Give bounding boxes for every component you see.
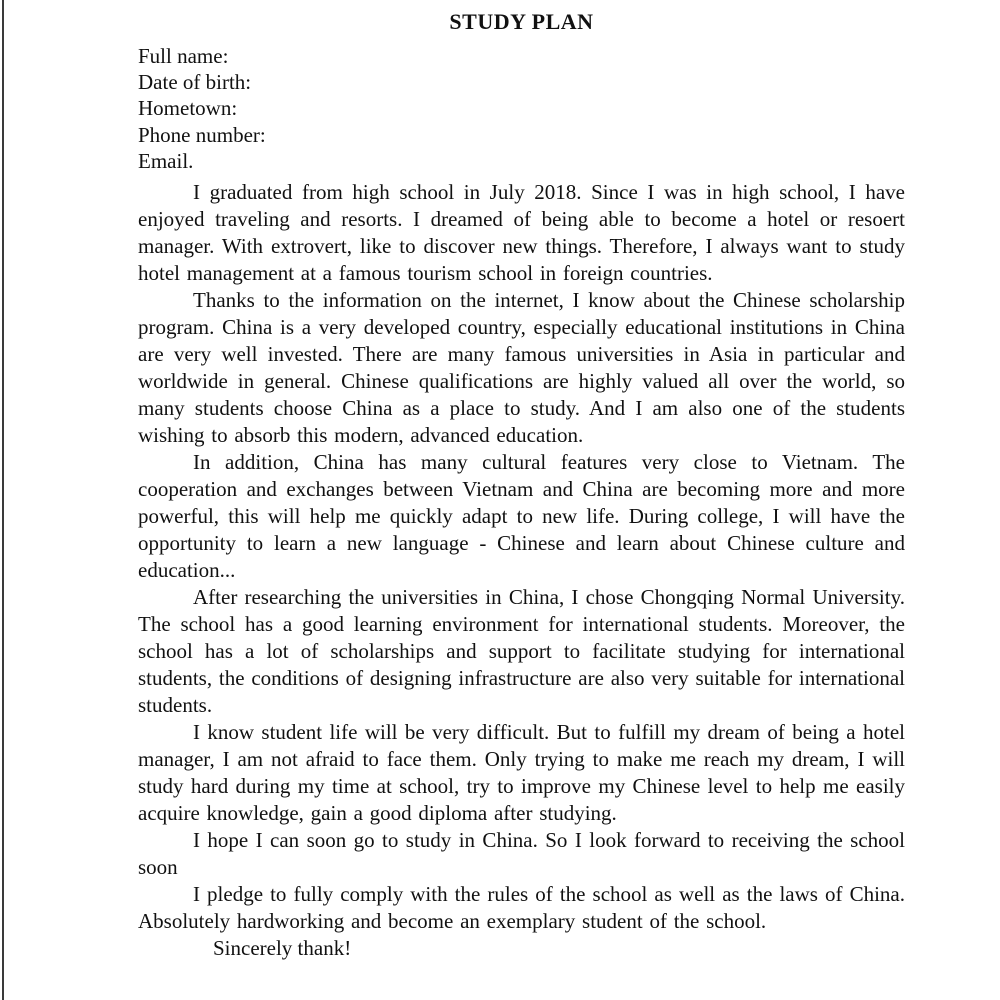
paragraph-hope: I hope I can soon go to study in China. So I look forward to receiving the school soon <box>138 828 905 880</box>
paragraph-cultural-ties: In addition, China has many cultural features very close to Vietnam. The cooperation and exchanges between Vietnam and China are becoming more and more powerful, this will help me quickly adapt to new life. During college, I will have the opportunity to learn a new language - Chinese and learn about Chinese culture and education... <box>138 450 905 583</box>
field-phone-number: Phone number: <box>138 122 266 147</box>
document-title: STUDY PLAN <box>449 9 594 34</box>
field-date-of-birth: Date of birth: <box>138 70 252 95</box>
paragraph-university-choice: After researching the universities in China, I chose Chongqing Normal University. The school has a good learning environment for international students. Moreover, the school has a lot of scholarships and support to facilitate studying for international students, the conditions of designing infrastructure are also very suitable for international students. <box>138 585 905 718</box>
paragraph-background: I graduated from high school in July 2018. Since I was in high school, I have enjoyed traveling and resorts. I dreamed of being able to become a hotel or resoert manager. With extrovert, like to discover new things. Therefore, I always want to study hotel management at a famous tourism school in foreign countries. <box>138 180 905 286</box>
paragraph-determination: I know student life will be very difficult. But to fulfill my dream of being a hotel manager, I am not afraid to face them. Only trying to make me reach my dream, I will study hard during my time at school, try to improve my Chinese level to help me easily acquire knowledge, gain a good diploma after studying. <box>138 720 905 826</box>
field-hometown: Hometown: <box>138 96 238 121</box>
paragraph-scholarship-program: Thanks to the information on the internet, I know about the Chinese scholarship program. China is a very developed country, especially educational institutions in China are very well invested. There are many famous universities in Asia in particular and worldwide in general. Chinese qualifications are highly valued all over the world, so many students choose China as a place to study. And I am also one of the students wishing to absorb this modern, advanced education. <box>138 288 905 448</box>
personal-info-fields <box>138 43 905 174</box>
field-full-name: Full name: <box>138 44 229 68</box>
field-email: Email. <box>138 148 194 173</box>
closing-line: Sincerely thank! <box>213 936 352 961</box>
paragraph-pledge: I pledge to fully comply with the rules of the school as well as the laws of China. Absolutely hardworking and become an exemplary student of the school. <box>138 882 905 934</box>
